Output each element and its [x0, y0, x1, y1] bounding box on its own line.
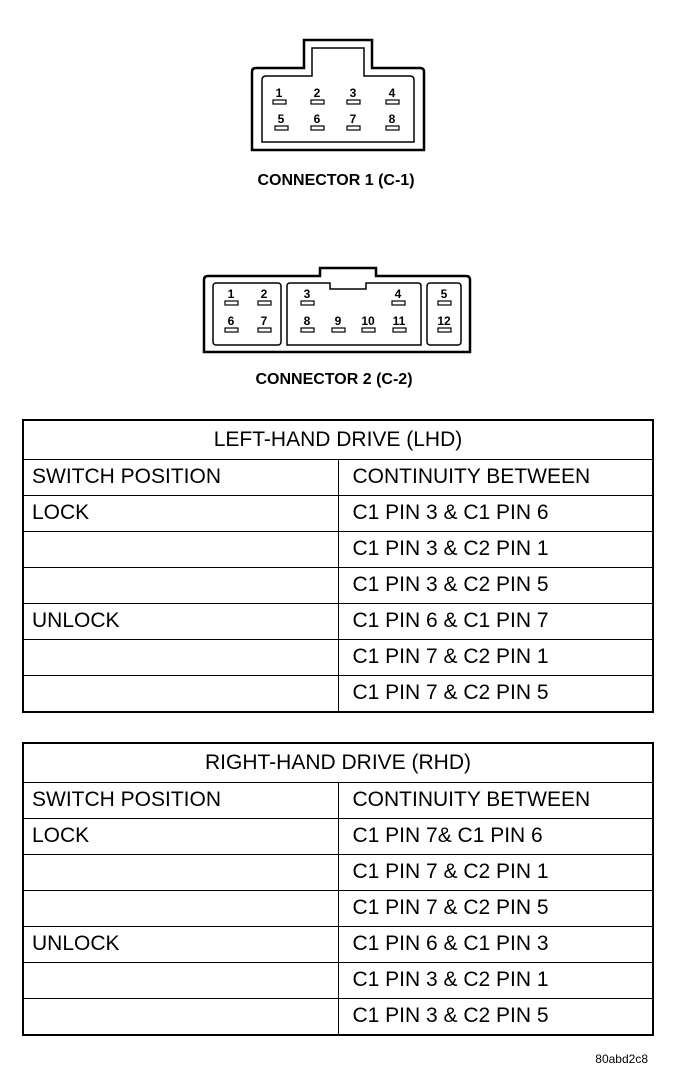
table-title-row [24, 421, 652, 459]
c2-pin-slot-10 [362, 328, 375, 332]
switch-position-cell [24, 998, 338, 1034]
table-header-row [24, 782, 652, 818]
c2-pin-label-3: 3 [303, 287, 311, 301]
c2-pin-slot-8 [301, 328, 314, 332]
rhd-table-title: RIGHT-HAND DRIVE (RHD) [24, 744, 652, 782]
c1-pin-slot-7 [347, 126, 360, 130]
table-row [24, 818, 652, 854]
c2-pin-slot-12 [438, 328, 451, 332]
c2-pin-label-8: 8 [303, 314, 311, 328]
c2-pin-slot-3 [301, 301, 314, 305]
switch-position-cell: UNLOCK [24, 603, 338, 639]
continuity-cell: C1 PIN 6 & C1 PIN 7 [338, 603, 652, 639]
table-header-row [24, 459, 652, 495]
c1-pin-label-8: 8 [388, 112, 396, 126]
c2-pin-slot-11 [393, 328, 406, 332]
connector-2-caption: CONNECTOR 2 (C-2) [255, 371, 413, 388]
c2-pin-label-10: 10 [361, 314, 375, 328]
connector-1 [252, 40, 424, 189]
table-row [24, 531, 652, 567]
continuity-cell: C1 PIN 7 & C2 PIN 1 [338, 639, 652, 675]
connector-2 [204, 268, 470, 388]
c1-pin-slot-2 [311, 100, 324, 104]
continuity-cell: C1 PIN 7& C1 PIN 6 [338, 818, 652, 854]
c1-pin-label-7: 7 [349, 112, 357, 126]
header-switch-position: SWITCH POSITION [24, 459, 338, 495]
switch-position-cell [24, 639, 338, 675]
switch-position-cell [24, 567, 338, 603]
continuity-cell: C1 PIN 3 & C1 PIN 6 [338, 495, 652, 531]
c2-pin-label-5: 5 [440, 287, 448, 301]
lhd-table-title: LEFT-HAND DRIVE (LHD) [24, 421, 652, 459]
c1-pin-slot-4 [386, 100, 399, 104]
table-row [24, 567, 652, 603]
continuity-cell: C1 PIN 7 & C2 PIN 5 [338, 890, 652, 926]
continuity-cell: C1 PIN 7 & C2 PIN 1 [338, 854, 652, 890]
c2-pin-label-2: 2 [260, 287, 268, 301]
connector-2-housing [204, 268, 470, 352]
c1-pin-label-6: 6 [313, 112, 321, 126]
c2-pin-slot-1 [225, 301, 238, 305]
header-switch-position: SWITCH POSITION [24, 782, 338, 818]
table-row [24, 890, 652, 926]
lhd-table [22, 419, 654, 713]
c2-pin-label-4: 4 [394, 287, 402, 301]
rhd-table [22, 742, 654, 1036]
c1-pin-label-3: 3 [349, 86, 357, 100]
c1-pin-label-4: 4 [388, 86, 396, 100]
continuity-cell: C1 PIN 3 & C2 PIN 1 [338, 531, 652, 567]
table-row [24, 854, 652, 890]
connector-2-left-cavity [213, 283, 281, 345]
continuity-cell: C1 PIN 7 & C2 PIN 5 [338, 675, 652, 711]
c1-pin-label-2: 2 [313, 86, 321, 100]
table-row [24, 675, 652, 711]
c2-pin-slot-2 [258, 301, 271, 305]
table-row [24, 998, 652, 1034]
switch-position-cell: LOCK [24, 495, 338, 531]
c1-pin-slot-3 [347, 100, 360, 104]
header-continuity-between: CONTINUITY BETWEEN [338, 459, 652, 495]
switch-position-cell [24, 962, 338, 998]
continuity-cell: C1 PIN 6 & C1 PIN 3 [338, 926, 652, 962]
table-row [24, 495, 652, 531]
c2-pin-label-6: 6 [227, 314, 235, 328]
c2-pin-slot-9 [332, 328, 345, 332]
table-row [24, 962, 652, 998]
figure-code: 80abd2c8 [595, 1052, 648, 1066]
c1-pin-slot-5 [275, 126, 288, 130]
table-row [24, 926, 652, 962]
c2-pin-slot-7 [258, 328, 271, 332]
switch-position-cell [24, 675, 338, 711]
c2-pin-slot-5 [438, 301, 451, 305]
switch-position-cell [24, 890, 338, 926]
switch-position-cell: LOCK [24, 818, 338, 854]
switch-position-cell [24, 531, 338, 567]
connector-diagrams [0, 0, 688, 400]
continuity-cell: C1 PIN 3 & C2 PIN 1 [338, 962, 652, 998]
c2-pin-label-7: 7 [260, 314, 268, 328]
c2-pin-label-12: 12 [437, 314, 451, 328]
header-continuity-between: CONTINUITY BETWEEN [338, 782, 652, 818]
c1-pin-label-5: 5 [277, 112, 285, 126]
c2-pin-label-9: 9 [334, 314, 342, 328]
table-row [24, 603, 652, 639]
c1-pin-slot-1 [273, 100, 286, 104]
c2-pin-label-1: 1 [227, 287, 235, 301]
c2-pin-slot-6 [225, 328, 238, 332]
c1-pin-label-1: 1 [275, 86, 283, 100]
switch-position-cell [24, 854, 338, 890]
c1-pin-slot-8 [386, 126, 399, 130]
c2-pin-slot-4 [392, 301, 405, 305]
table-row [24, 639, 652, 675]
c2-pin-label-11: 11 [392, 314, 406, 328]
connector-1-caption: CONNECTOR 1 (C-1) [257, 172, 415, 189]
table-title-row [24, 744, 652, 782]
continuity-cell: C1 PIN 3 & C2 PIN 5 [338, 998, 652, 1034]
c1-pin-slot-6 [311, 126, 324, 130]
switch-position-cell: UNLOCK [24, 926, 338, 962]
continuity-cell: C1 PIN 3 & C2 PIN 5 [338, 567, 652, 603]
